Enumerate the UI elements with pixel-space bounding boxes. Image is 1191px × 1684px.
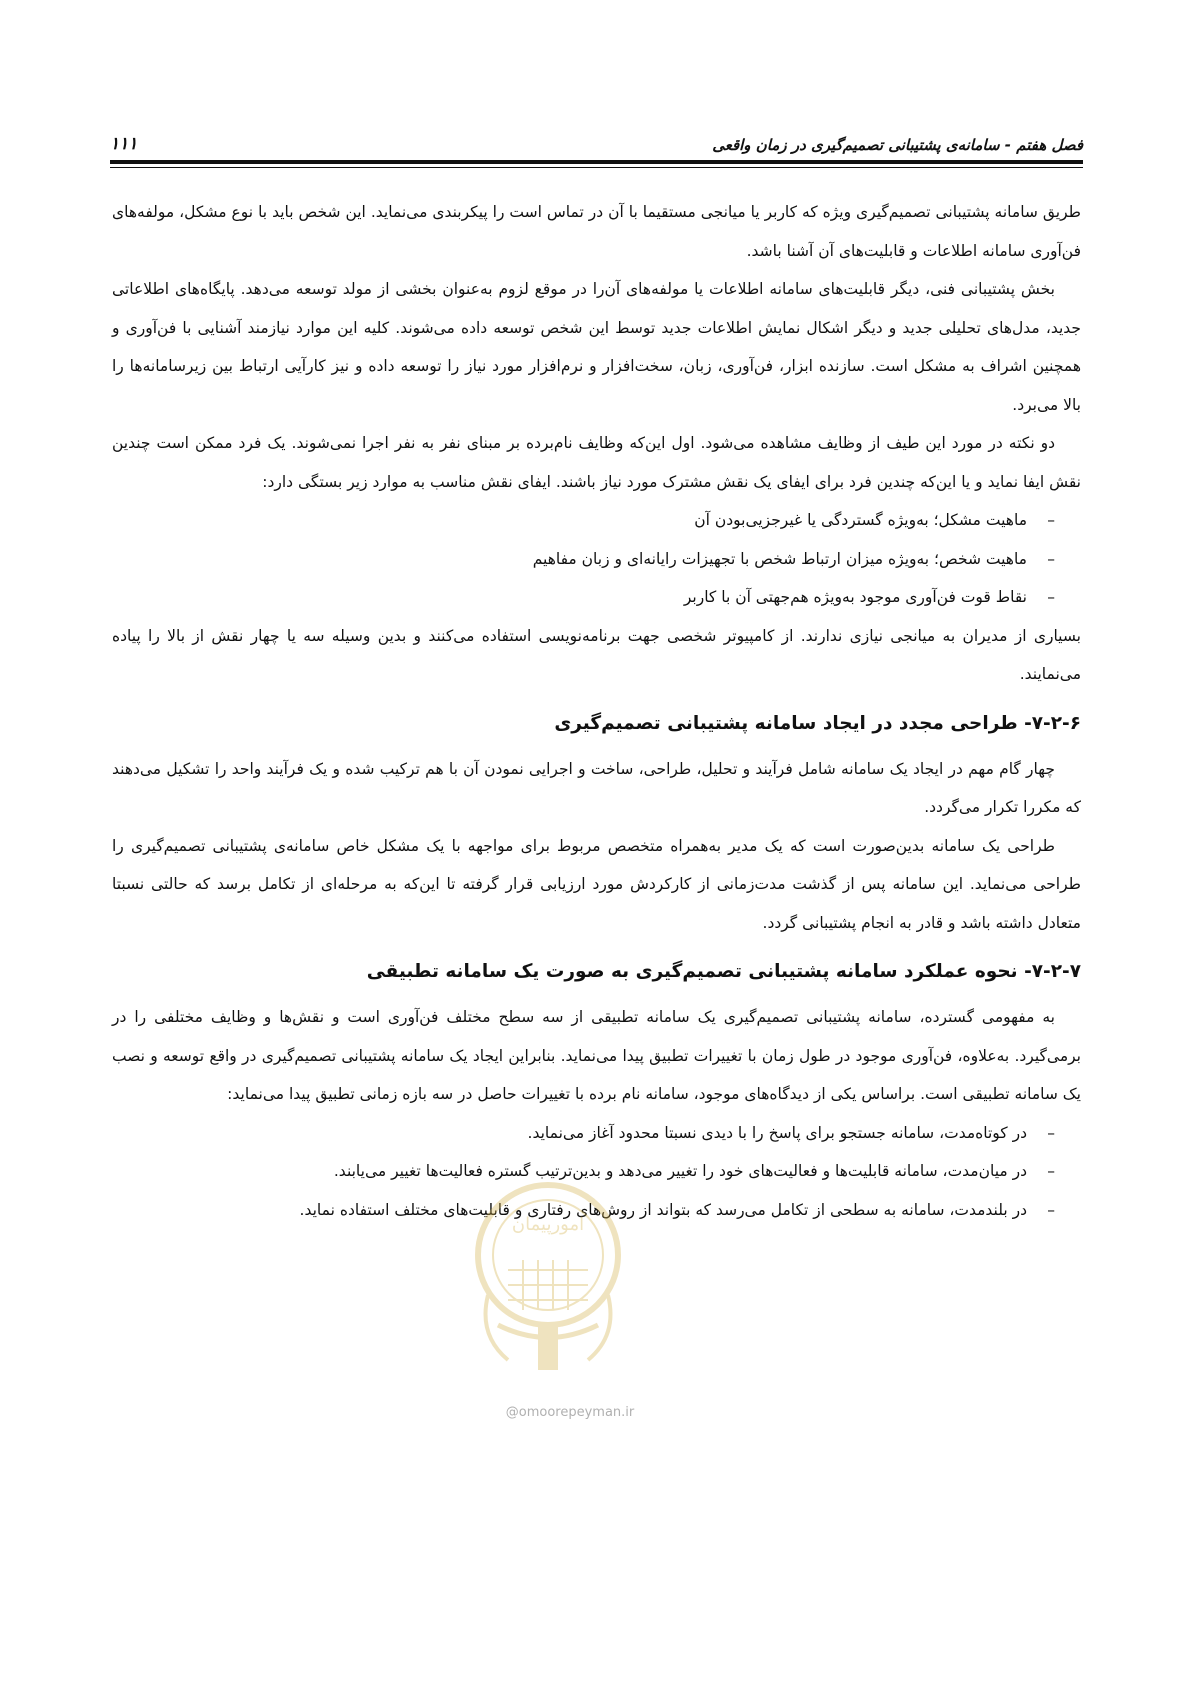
body-text <box>112 193 1081 1229</box>
list-item-text: در کوتاه‌مدت، سامانه جستجو برای پاسخ را با دیدی نسبتا محدود آغاز می‌نماید. <box>527 1123 1027 1142</box>
list-item <box>112 1191 1055 1230</box>
bullet-list <box>112 1114 1081 1230</box>
section-heading: ۷-۲-۷- نحوه عملکرد سامانه پشتیبانی تصمیم‌گیری به صورت یک سامانه تطبیقی <box>366 961 1081 982</box>
header-rule <box>110 160 1083 164</box>
page-number: ۱۱۱ <box>110 134 138 154</box>
paragraph: چهار گام مهم در ایجاد یک سامانه شامل فرآیند و تحلیل، طراحی، ساخت و اجرایی نمودن آن با هم ترکیب شده و یک فرآیند واحد را تشکیل می‌دهند که مکررا تکرار می‌گردد. <box>112 759 1081 816</box>
list-marker: – <box>1047 1200 1055 1219</box>
list-item-text: در میان‌مدت، سامانه قابلیت‌ها و فعالیت‌های خود را تغییر می‌دهد و بدین‌ترتیب گستره فعالیت‌ها تغییر می‌یابند. <box>333 1162 1027 1180</box>
list-marker: – <box>1047 1162 1055 1180</box>
list-marker: – <box>1047 511 1055 529</box>
watermark-url <box>480 1405 660 1420</box>
list-marker: – <box>1047 1123 1055 1142</box>
list-marker: – <box>1047 549 1055 568</box>
list-item-text: ماهیت مشکل؛ به‌ویژه گستردگی یا غیرجزیی‌بودن آن <box>694 511 1027 529</box>
list-item-text: ماهیت شخص؛ به‌ویژه میزان ارتباط شخص با تجهیزات رایانه‌ای و زبان مفاهیم <box>532 549 1027 568</box>
running-header <box>110 128 1083 154</box>
at-icon: @ <box>505 1405 519 1420</box>
section-heading: ۷-۲-۶- طراحی مجدد در ایجاد سامانه پشتیبانی تصمیم‌گیری <box>554 712 1081 734</box>
list-item <box>112 1152 1055 1191</box>
watermark-url-text: omoorepeyman.ir <box>518 1405 635 1420</box>
header-rule-thin <box>110 167 1083 168</box>
list-item <box>112 1114 1055 1153</box>
list-item-text: در بلندمدت، سامانه به سطحی از تکامل می‌رسد که بتواند از روش‌های رفتاری و قابلیت‌های مختلف استفاده نماید. <box>299 1200 1027 1219</box>
watermark-logo-text: امورپیمان <box>511 1214 585 1235</box>
paragraph: به مفهومی گسترده، سامانه پشتیبانی تصمیم‌گیری یک سامانه تطبیقی از سه سطح مختلف فن‌آوری است و نقش‌ها و وظایف مختلفی را در برمی‌گیرد. به‌علاوه، فن‌آوری موجود در طول زمان با تغییرات تطبیق پیدا می‌نماید. بنابراین ایجاد یک سامانه پشتیبانی تصمیم‌گیری در واقع توسعه و نصب یک سامانه تطبیقی است. براساس یکی از دیدگاه‌های موجود، سامانه نام برده با تغییرات حاصل در سه بازه زمانی تطبیق پیدا می‌نماید: <box>112 1008 1081 1103</box>
paragraph: دو نکته در مورد این طیف از وظایف مشاهده می‌شود. اول این‌که وظایف نام‌برده بر مبنای نفر به نفر اجرا نمی‌شوند. یک فرد ممکن است چندین نقش ایفا نماید و یا این‌که چندین فرد برای ایفای یک نقش مشترک مورد نیاز باشند. ایفای نقش مناسب به موارد زیر بستگی دارد: <box>112 434 1081 491</box>
list-marker: – <box>1047 588 1055 606</box>
paragraph: بسیاری از مدیران به میانجی نیازی ندارند. از کامپیوتر شخصی جهت برنامه‌نویسی استفاده می‌کنند و بدین وسیله سه یا چهار نقش از بالا را پیاده می‌نمایند. <box>112 626 1081 683</box>
list-item <box>112 578 1055 617</box>
list-item <box>112 540 1055 579</box>
list-item-text: نقاط قوت فن‌آوری موجود به‌ویژه هم‌جهتی آن با کاربر <box>683 588 1027 606</box>
list-item <box>112 501 1055 540</box>
bullet-list <box>112 501 1081 617</box>
paragraph: طراحی یک سامانه بدین‌صورت است که یک مدیر به‌همراه متخصص مربوط برای مواجهه با یک مشکل خاص سامانه‌ی پشتیبانی تصمیم‌گیری را طراحی می‌نماید. این سامانه پس از گذشت مدت‌زمانی از کارکردش مورد ارزیابی قرار گرفته تا این‌که به مرحله‌ای از تکامل برسد که حالتی نسبتا متعادل داشته باشد و قادر به انجام پشتیبانی گردد. <box>112 836 1081 932</box>
chapter-title: فصل هفتم - سامانه‌ی پشتیبانی تصمیم‌گیری در زمان واقعی <box>712 136 1083 154</box>
paragraph: طریق سامانه پشتیبانی تصمیم‌گیری ویژه که کاربر یا میانجی مستقیما با آن در تماس است را پیکربندی می‌نماید. این شخص باید با نوع مشکل، مولفه‌های فن‌آوری سامانه اطلاعات و قابلیت‌های آن آشنا باشد. <box>112 203 1081 260</box>
paragraph: بخش پشتیبانی فنی، دیگر قابلیت‌های سامانه اطلاعات یا مولفه‌های آن‌را در موقع لزوم به‌عنوان بخشی از مولد توسعه می‌دهد. پایگاه‌های اطلاعاتی جدید، مدل‌های تحلیلی جدید و دیگر اشکال نمایش اطلاعات جدید توسط این شخص توسعه داده می‌شوند. کلیه این موارد نیازمند آشنایی با فن‌آوری و همچنین اشراف به مشکل است. سازنده ابزار، فن‌آوری، زبان، سخت‌افزار و نرم‌افزار مورد نیاز را توسعه داده و نیز کارآیی ارتباط بین زیرسامانه‌ها را بالا می‌برد. <box>112 280 1081 414</box>
